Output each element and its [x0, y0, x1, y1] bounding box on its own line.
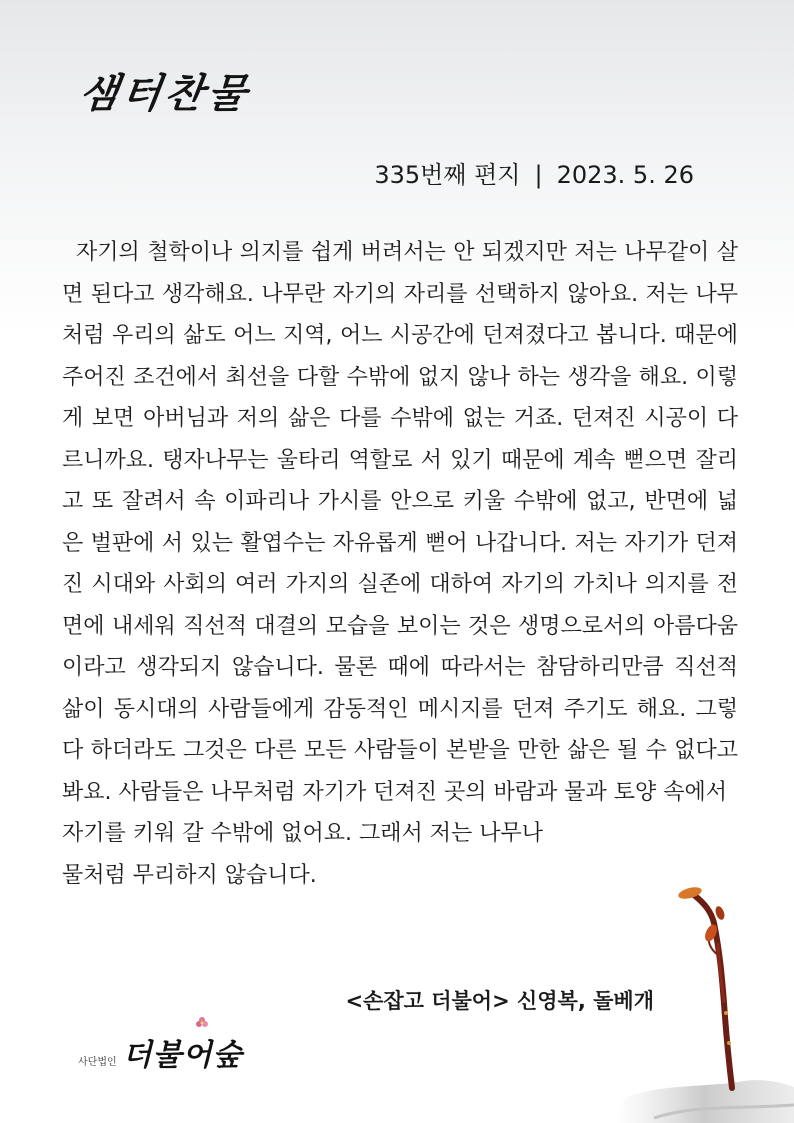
letter-body	[62, 232, 738, 896]
body-paragraph: 자기의 철학이나 의지를 쉽게 버려서는 안 되겠지만 저는 나무같이 살면 된다고 생각해요. 나무란 자기의 자리를 선택하지 않아요. 저는 나무처럼 우리의 삶도 어느 지역, 어느 시공간에 던져졌다고 봅니다. 때문에 주어진 조건에서 최선을 다할 수밖에 없지 않나 하는 생각을 해요. 이렇게 보면 아버님과 저의 삶은 다를 수밖에 없는 거죠. 던져진 시공이 다르니까요. 탱자나무는 울타리 역할로 서 있기 때문에 계속 뻗으면 잘리고 또 잘려서 속 이파리나 가시를 안으로 키울 수밖에 없고, 반면에 넓은 벌판에 서 있는 활엽수는 자유롭게 뻗어 나갑니다. 저는 자기가 던져진 시대와 사회의 여러 가지의 실존에 대하여 자기의 가치나 의지를 전면에 내세워 직선적 대결의 모습을 보이는 것은 생명으로서의 아름다움이라고 생각되지 않습니다. 물론 때에 따라서는 참담하리만큼 직선적 삶이 동시대의 사람들에게 감동적인 메시지를 던져 주기도 해요. 그렇다 하더라도 그것은 다른 모든 사람들이 본받을 만한 삶은 될 수 없다고 봐요. 사람들은 나무처럼 자기가 던져진 곳의 바람과 물과 토양 속에서	[62, 240, 738, 805]
body-line: 자기를 키워 갈 수밖에 없어요. 그래서 저는 나무나	[62, 821, 543, 846]
flower-icon	[195, 1016, 209, 1030]
organization-prefix: 사단법인	[78, 1057, 117, 1068]
brand-title: 샘터찬물	[76, 70, 254, 117]
book-citation: <손잡고 더불어> 신영복, 돌베개	[345, 989, 654, 1013]
organization-name: 더불어숲	[122, 1038, 243, 1073]
letter-date: 2023. 5. 26	[556, 161, 694, 189]
body-line: 물처럼 무리하지 않습니다.	[62, 862, 317, 888]
header-separator: |	[534, 161, 543, 189]
letter-header	[374, 155, 694, 190]
letter-number: 335번째 편지	[374, 161, 521, 189]
branch-illustration	[614, 883, 794, 1123]
organization-logo	[78, 1030, 243, 1074]
